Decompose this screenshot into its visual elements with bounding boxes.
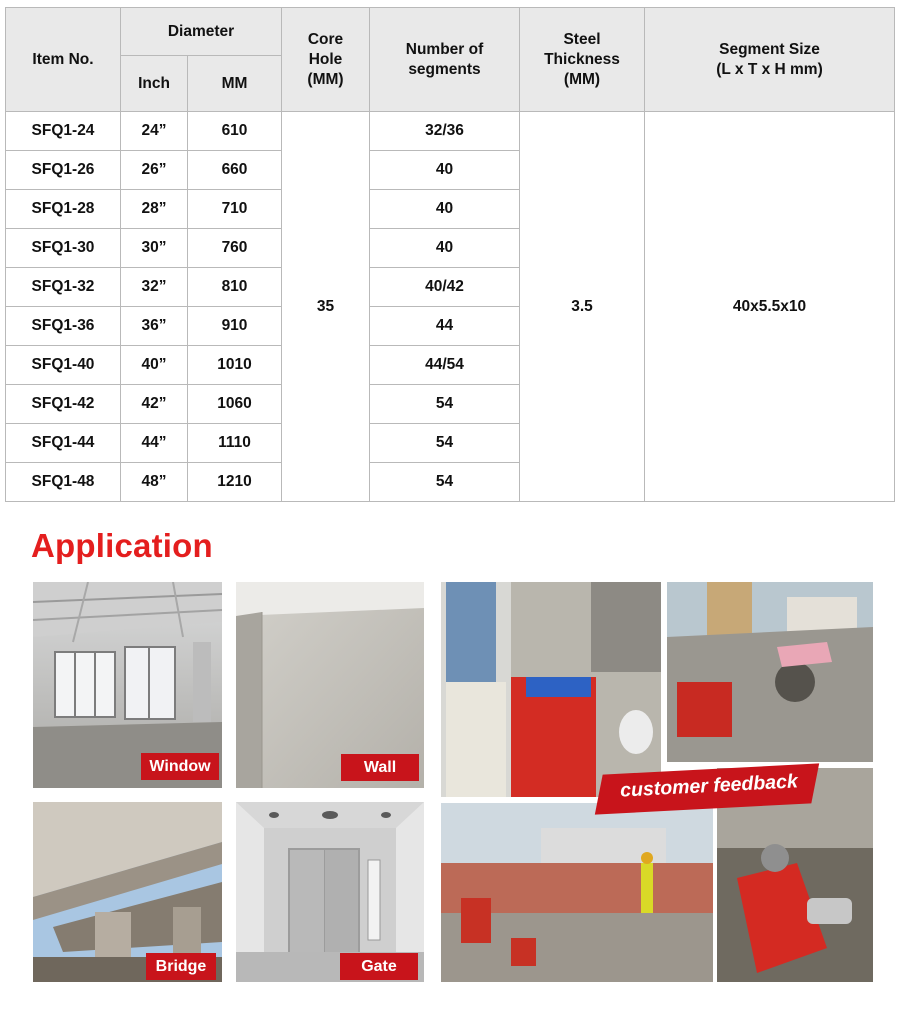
segments-cell: 40 (370, 151, 520, 190)
window-label: Window (141, 753, 219, 780)
inch-cell: 26” (121, 151, 188, 190)
inch-cell: 32” (121, 268, 188, 307)
header-steel-line3: (MM) (563, 70, 601, 88)
table-row (6, 112, 895, 151)
mm-cell: 710 (188, 190, 282, 229)
feedback-photo-rooftop (667, 582, 873, 762)
segments-cell: 54 (370, 424, 520, 463)
application-title: Application (31, 527, 213, 564)
header-segment-size-line1: Segment Size (719, 40, 820, 58)
item-no-cell: SFQ1-44 (6, 424, 121, 463)
mm-cell: 660 (188, 151, 282, 190)
construction-site-worker-illustration (441, 803, 713, 982)
header-diameter: Diameter (121, 8, 282, 56)
item-no-cell: SFQ1-30 (6, 229, 121, 268)
mm-cell: 1210 (188, 463, 282, 502)
segments-cell: 40/42 (370, 268, 520, 307)
wall-application-photo (236, 582, 424, 788)
segments-cell: 32/36 (370, 112, 520, 151)
inch-cell: 28” (121, 190, 188, 229)
spec-table (5, 7, 895, 502)
segments-cell: 40 (370, 190, 520, 229)
item-no-cell: SFQ1-32 (6, 268, 121, 307)
window-application-photo (33, 582, 222, 788)
header-steel-thickness (520, 8, 645, 112)
header-segment-size (645, 8, 895, 112)
item-no-cell: SFQ1-48 (6, 463, 121, 502)
item-no-cell: SFQ1-28 (6, 190, 121, 229)
gate-application-photo (236, 802, 424, 982)
inch-cell: 24” (121, 112, 188, 151)
item-no-cell: SFQ1-24 (6, 112, 121, 151)
inch-cell: 30” (121, 229, 188, 268)
mm-cell: 1060 (188, 385, 282, 424)
gate-label: Gate (340, 953, 418, 980)
header-steel-line2: Thickness (544, 50, 620, 68)
mm-cell: 1110 (188, 424, 282, 463)
customer-feedback-label: customer feedback (619, 770, 799, 802)
inch-cell: 48” (121, 463, 188, 502)
item-no-cell: SFQ1-26 (6, 151, 121, 190)
segments-cell: 54 (370, 385, 520, 424)
header-segment-size-line2: (L x T x H mm) (716, 60, 823, 78)
header-steel-line1: Steel (563, 30, 601, 48)
mm-cell: 610 (188, 112, 282, 151)
bridge-label: Bridge (146, 953, 216, 980)
mm-cell: 910 (188, 307, 282, 346)
segments-cell: 44 (370, 307, 520, 346)
steel-thickness-cell: 3.5 (520, 112, 645, 502)
inch-cell: 42” (121, 385, 188, 424)
inch-cell: 40” (121, 346, 188, 385)
spec-table-body (6, 112, 895, 502)
header-inch: Inch (121, 56, 188, 112)
inch-cell: 36” (121, 307, 188, 346)
feedback-photo-worker-machine (441, 582, 661, 797)
segments-cell: 44/54 (370, 346, 520, 385)
worker-with-saw-machine-illustration (441, 582, 661, 797)
inch-cell: 44” (121, 424, 188, 463)
item-no-cell: SFQ1-40 (6, 346, 121, 385)
header-core-hole-line1: Core (307, 30, 344, 48)
header-segments-line2: segments (408, 60, 481, 78)
rooftop-cutting-site-illustration (667, 582, 873, 762)
header-mm: MM (188, 56, 282, 112)
header-segments (370, 8, 520, 112)
item-no-cell: SFQ1-42 (6, 385, 121, 424)
mm-cell: 760 (188, 229, 282, 268)
header-segments-line1: Number of (405, 40, 484, 58)
segment-size-cell: 40x5.5x10 (645, 112, 895, 502)
wall-label: Wall (341, 754, 419, 781)
bridge-application-photo (33, 802, 222, 982)
header-core-hole (282, 8, 370, 112)
segments-cell: 40 (370, 229, 520, 268)
segments-cell: 54 (370, 463, 520, 502)
core-hole-cell: 35 (282, 112, 370, 502)
feedback-photo-site-worker (441, 803, 713, 982)
item-no-cell: SFQ1-36 (6, 307, 121, 346)
header-core-hole-line3: (MM) (307, 70, 344, 88)
header-item-no: Item No. (6, 8, 121, 112)
header-core-hole-line2: Hole (308, 50, 343, 68)
mm-cell: 1010 (188, 346, 282, 385)
mm-cell: 810 (188, 268, 282, 307)
